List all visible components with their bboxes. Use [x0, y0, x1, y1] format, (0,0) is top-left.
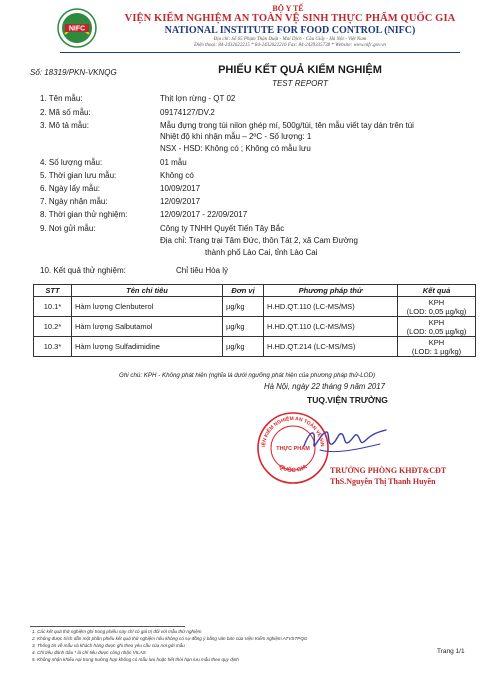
col-header-result: Kết quả [398, 285, 476, 297]
field-value-description-2: Nhiệt độ khi nhận mẫu – 2ºC - Số lượng: 1 [160, 132, 312, 141]
cell-unit: µg/kg [223, 337, 264, 357]
col-header-name: Tên chỉ tiêu [72, 285, 223, 297]
signer-name: ThS.Nguyễn Thị Thanh Huyền [330, 477, 436, 486]
cell-result-lod: (LOD: 0,05 µg/kg) [406, 306, 467, 316]
institute-name-vn: VIỆN KIỂM NGHIỆM AN TOÀN VỆ SINH THỰC PHẨM QUỐC GIA [124, 13, 456, 24]
cell-result-value: KPH [428, 317, 445, 327]
svg-text:QUỐC GIA [278, 464, 309, 474]
table-row [34, 317, 476, 337]
field-value-storage-time: Không có [160, 171, 194, 180]
cell-result-lod: (LOD: 0,05 µg/kg) [406, 326, 467, 336]
nifc-logo [57, 8, 97, 48]
cell-name: Hàm lượng Clenbuterol [72, 297, 223, 317]
cell-result [398, 297, 476, 317]
field-value-sender-address-2: thành phố Lào Cai, tỉnh Lào Cai [205, 248, 318, 257]
cell-method: H.HD.QT.214 (LC-MS/MS) [264, 337, 398, 357]
cell-unit: µg/kg [223, 297, 264, 317]
cell-method: H.HD.QT.110 (LC-MS/MS) [264, 297, 398, 317]
col-header-stt: STT [34, 285, 72, 297]
field-value-receipt-date: 12/09/2017 [160, 197, 201, 206]
institute-address: Địa chỉ: Số 65 Phạm Thận Duật - Mai Dịch - Cầu Giấy - Hà Nội - Việt Nam [213, 37, 367, 42]
handwritten-signature [300, 420, 390, 460]
cell-stt: 10.1* [34, 297, 72, 317]
cell-name: Hàm lượng Sulfadimidine [72, 337, 223, 357]
field-value-sender-address-1: Địa chỉ: Trang trại Tâm Đức, thôn Tát 2, xã Cam Đường [160, 236, 358, 245]
stamp-text-top: IỆN KIỂM NGHIỆM AN TOÀN VỆ SIN [261, 415, 326, 448]
col-header-method: Phương pháp thử [264, 285, 398, 297]
ministry-name: BỘ Y TẾ [272, 4, 304, 13]
signer-title: TUQ.VIỆN TRƯỞNG [307, 395, 388, 405]
footnote-divider [30, 626, 185, 627]
field-value-quantity: 01 mẫu [160, 158, 187, 167]
field-label-sample-name: 1. Tên mẫu: [40, 94, 83, 103]
institute-name-en: NATIONAL INSTITUTE FOR FOOD CONTROL (NIFC) [164, 25, 416, 36]
field-value-sender: Công ty TNHH Quyết Tiến Tây Bắc [160, 224, 285, 233]
field-label-test-results: 10. Kết quả thử nghiệm: [40, 266, 126, 275]
table-row [34, 337, 476, 357]
cell-result-lod: (LOD: 1 µg/kg) [411, 346, 462, 356]
field-label-description: 3. Mô tả mẫu: [40, 121, 89, 130]
table-header-row [34, 285, 476, 297]
field-label-receipt-date: 7. Ngày nhận mẫu: [40, 197, 108, 206]
field-label-storage-time: 5. Thời gian lưu mẫu: [40, 171, 117, 180]
footnote: 5. Không nhận khiếu nại trong trường hợp không có mẫu lưu hoặc hết thời hạn lưu mẫu theo quy định [32, 657, 239, 662]
signer-position: TRƯỞNG PHÒNG KHĐT&CĐT [330, 466, 447, 475]
table-row [34, 297, 476, 317]
field-label-sender: 9. Nơi gửi mẫu: [40, 224, 96, 233]
field-value-description-1: Mẫu đựng trong túi nilon ghép mí, 500g/túi, tên mẫu viết tay dán trên túi [160, 121, 414, 130]
cell-unit: µg/kg [223, 317, 264, 337]
stamp-text-bottom: QUỐC GIA [277, 464, 309, 475]
cell-stt: 10.3* [34, 337, 72, 357]
field-label-test-period: 8. Thời gian thử nghiệm: [40, 210, 128, 219]
document-number: Số: 18319/PKN-VKNQG [30, 68, 117, 77]
footnote: 3. Thông tin về mẫu và khách hàng được ghi theo yêu cầu của nơi gửi mẫu [32, 643, 185, 648]
cell-method: H.HD.QT.110 (LC-MS/MS) [264, 317, 398, 337]
document-title: PHIẾU KẾT QUẢ KIỂM NGHIỆM [218, 64, 382, 76]
cell-name: Hàm lượng Salbutamol [72, 317, 223, 337]
footnote: 1. Các kết quả thử nghiệm ghi trong phiếu này chỉ có giá trị đối với mẫu thử nghiệm [32, 629, 202, 634]
field-value-sample-code: 09174127/DV.2 [160, 108, 215, 117]
cell-result [398, 317, 476, 337]
results-table [33, 284, 476, 357]
svg-text:NIFC: NIFC [68, 25, 86, 33]
footnote: 2. Không được trích dẫn một phần phiếu kết quả thử nghiệm nếu không có sự đồng ý bằng văn bản của Viện Kiểm nghiệm ATVSTPQG [32, 636, 308, 641]
field-label-sample-code: 2. Mã số mẫu: [40, 108, 91, 117]
field-label-quantity: 4. Số lượng mẫu: [40, 158, 103, 167]
cell-result-value: KPH [428, 297, 445, 307]
table-note: Ghi chú: KPH - Không phát hiện (nghĩa là dưới ngưỡng phát hiện của phương pháp thử-LOD) [119, 372, 375, 379]
field-label-sampling-date: 6. Ngày lấy mẫu: [40, 184, 101, 193]
issue-date: Hà Nội, ngày 22 tháng 9 năm 2017 [264, 382, 385, 391]
cell-result-value: KPH [428, 337, 445, 347]
field-value-sampling-date: 10/09/2017 [160, 184, 201, 193]
cell-stt: 10.2* [34, 317, 72, 337]
document-subtitle: TEST REPORT [272, 79, 328, 88]
footnote: 4. Chỉ tiêu đánh dấu * là chỉ tiêu được công nhận VILAS [32, 650, 146, 655]
stamp-text-middle: THỰC PHẨM [276, 446, 310, 452]
cell-result [398, 337, 476, 357]
field-value-description-3: NSX - HSD: Không có ; Không có mẫu lưu [160, 144, 311, 153]
page-number: Trang 1/1 [437, 648, 465, 655]
field-value-sample-name: Thịt lợn rừng - QT 02 [160, 94, 236, 103]
institute-contact: Điện thoại: 84-2432622215 * 84-2432622216 Fax: 84-2439335738 * Website: www.nifc.gov.vn [194, 43, 386, 48]
col-header-unit: Đơn vị [223, 285, 264, 297]
header-divider [60, 52, 460, 53]
field-value-test-period: 12/09/2017 - 22/09/2017 [160, 210, 248, 219]
field-value-test-results: Chỉ tiêu Hóa lý [176, 266, 229, 275]
